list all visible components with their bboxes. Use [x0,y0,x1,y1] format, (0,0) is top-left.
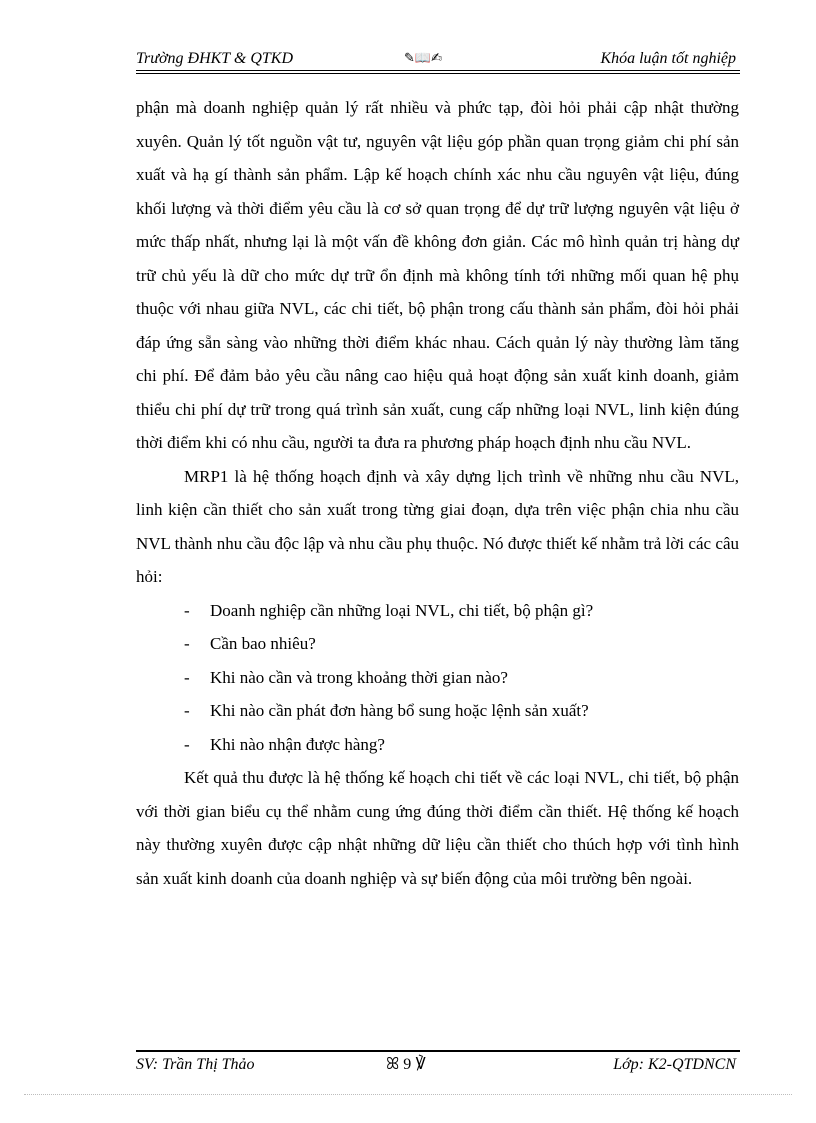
footer-rule [136,1050,740,1052]
header-doc-type: Khóa luận tốt nghiệp [600,50,736,67]
header-ornament-icon: ✎📖✍ [404,51,442,66]
list-item [136,661,739,695]
header-school: Trường ĐHKT & QTKD [136,50,294,67]
list-item [136,627,739,661]
list-item-text: Cần bao nhiêu? [210,634,316,653]
list-item-text: Khi nào cần phát đơn hàng bổ sung hoặc lệnh sản xuất? [210,701,589,720]
bullet-dash: - [184,734,190,754]
page-border-dotted [24,1094,792,1095]
page-number: ꕤ 9 ℣ [386,1056,426,1073]
bullet-dash: - [184,667,190,687]
list-item [136,594,739,628]
page-header [136,48,740,70]
paragraph-2: MRP1 là hệ thống hoạch định và xây dựng lịch trình về những nhu cầu NVL, linh kiện cần thiết cho sản xuất trong từng giai đoạn, dựa trên việc phận chia nhu cầu NVL thành nhu cầu độc lập và nhu cầu phụ thuộc. Nó được thiết kế nhằm trả lời các câu hỏi: [136,466,739,586]
list-item [136,728,739,762]
list-item-text: Khi nào cần và trong khoảng thời gian nào? [210,667,508,687]
page-footer [136,1054,740,1076]
bullet-dash: - [184,600,190,620]
list-item [136,694,739,728]
header-rule [136,70,740,74]
bullet-dash: - [184,701,190,720]
footer-class: Lớp: K2-QTDNCN [613,1056,736,1073]
paragraph-1: phận mà doanh nghiệp quản lý rất nhiều và phức tạp, đòi hỏi phải cập nhật thường xuyên. Quản lý tốt nguồn vật tư, nguyên vật liệu góp phần quan trọng giảm chi phí sản xuất và hạ gí thành sản phẩm. Lập kế hoạch chính xác nhu cầu nguyên vật liệu, đúng khối lượng và thời điểm yêu cầu là cơ sở quan trọng để dự trữ lượng nguyên vật liệu ở mức thấp nhất, nhưng lại là một vấn đề không đơn giản. Các mô hình quản trị hàng dự trữ chủ yếu là dữ cho mức dự trữ ổn định mà không tính tới những mối quan hệ phụ thuộc với nhau giữa NVL, các chi tiết, bộ phận trong cấu thành sản phẩm, đòi hỏi phải đáp ứng sẵn sàng vào những thời điểm khác nhau. Cách quản lý này thường làm tăng chi phí. Để đảm bảo yêu cầu nâng cao hiệu quả hoạt động sản xuất kinh doanh, giảm thiểu chi phí dự trữ trong quá trình sản xuất, cung cấp những loại NVL, linh kiện đúng thời điểm khi có nhu cầu, người ta đưa ra phương pháp hoạch định nhu cầu NVL. [136,98,739,452]
question-list [136,594,739,762]
paragraph-3: Kết quả thu được là hệ thống kế hoạch chi tiết về các loại NVL, chi tiết, bộ phận với thời gian biểu cụ thể nhằm cung ứng đúng thời điểm cần thiết. Hệ thống kế hoạch này thường xuyên được cập nhật những dữ liệu cần thiết cho thúch hợp với tình hình sản xuất kinh doanh của doanh nghiệp và sự biến động của môi trường bên ngoài. [136,768,739,888]
list-item-text: Khi nào nhận được hàng? [210,734,385,754]
bullet-dash: - [184,634,190,653]
page-body [136,91,739,895]
footer-student: SV: Trần Thị Thảo [136,1056,255,1073]
list-item-text: Doanh nghiệp cần những loại NVL, chi tiết, bộ phận gì? [210,600,594,620]
